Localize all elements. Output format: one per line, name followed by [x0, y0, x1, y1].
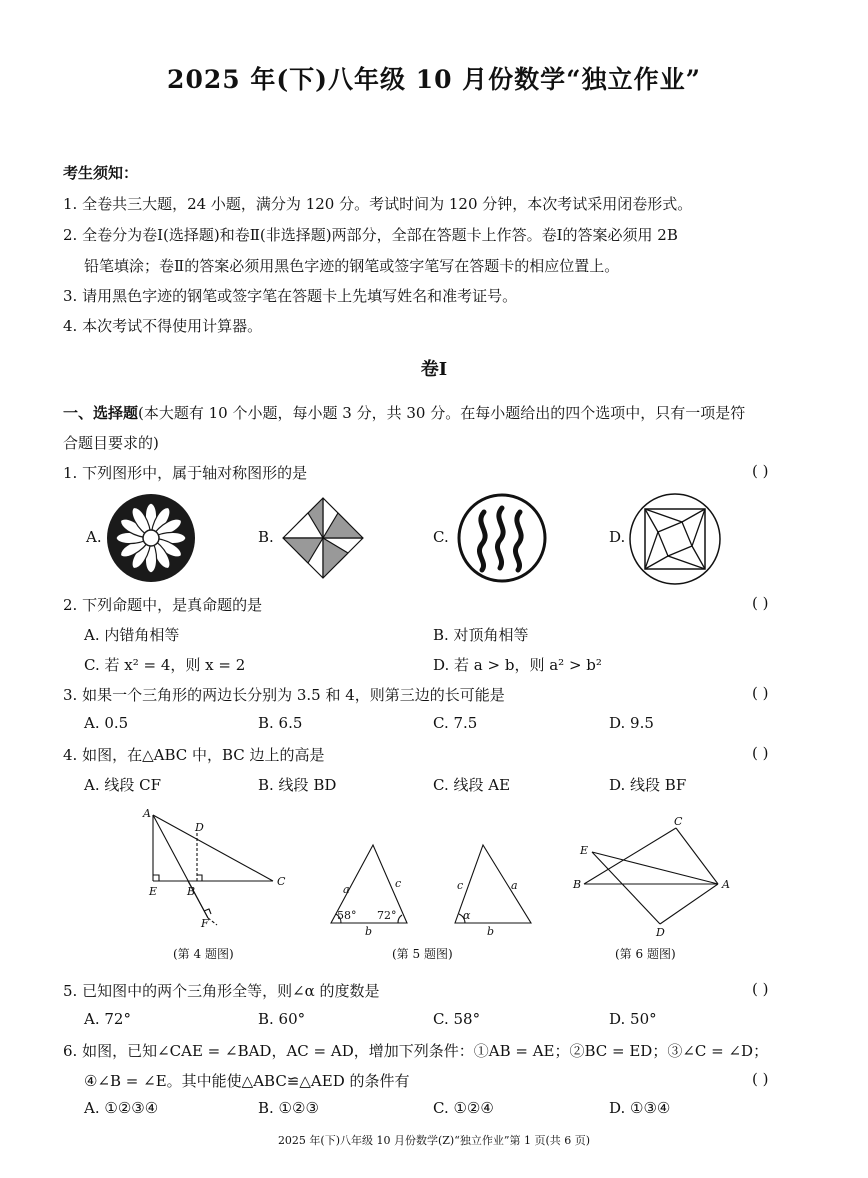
q3-option-d: D. 9.5 [609, 714, 654, 732]
fig5-angle-alpha: α [463, 909, 471, 922]
q6-option-a: A. ①②③④ [84, 1099, 159, 1117]
q3-option-c: C. 7.5 [433, 714, 478, 732]
q6-option-c: C. ①②④ [433, 1099, 494, 1117]
q1-answer-bracket: ( ) [752, 462, 769, 480]
notice-item-1: 1. 全卷共三大题，24 小题，满分为 120 分。考试时间为 120 分钟，本次考试采用闭卷形式。 [63, 195, 693, 213]
q4-option-b: B. 线段 BD [258, 776, 337, 794]
figure-6-triangles-abc-aed [570, 812, 745, 942]
fig6-point-e: E [580, 844, 589, 857]
fig5-side-a-left: a [343, 883, 350, 896]
fig6-point-a: A [722, 878, 730, 891]
q2-answer-bracket: ( ) [752, 594, 769, 612]
q5-answer-bracket: ( ) [752, 980, 769, 998]
q6-stem-line-1: 6. 如图，已知∠CAE = ∠BAD，AC = AD，增加下列条件：①AB = AE；②BC = ED；③∠C = ∠D； [63, 1042, 769, 1060]
page-title: 2025 年(下)八年级 10 月份数学“独立作业” [167, 65, 701, 94]
q5-option-d: D. 50° [609, 1010, 657, 1028]
q3-option-b: B. 6.5 [258, 714, 303, 732]
q2-option-a: A. 内错角相等 [84, 626, 180, 644]
notice-item-2-cont: 铅笔填涂；卷Ⅱ的答案必须用黑色字迹的钢笔或签字笔写在答题卡的相应位置上。 [84, 257, 620, 275]
notice-item-4: 4. 本次考试不得使用计算器。 [63, 317, 263, 335]
q5-stem: 5. 已知图中的两个三角形全等，则∠α 的度数是 [63, 982, 380, 1000]
section-title: 卷Ⅰ [420, 359, 448, 380]
fig4-point-b: B [187, 885, 196, 898]
figure-5-caption: (第 5 题图) [392, 947, 453, 961]
q1-label-c: C. [433, 528, 449, 546]
q1-label-d: D. [609, 528, 626, 546]
part1-heading: 一、选择题 [63, 404, 139, 422]
q6-answer-bracket: ( ) [752, 1070, 769, 1088]
figure-5-congruent-triangles [325, 835, 540, 940]
fig4-point-e: E [149, 885, 158, 898]
notice-item-2: 2. 全卷分为卷Ⅰ(选择题)和卷Ⅱ(非选择题)两部分，全部在答题卡上作答。卷Ⅰ的答案必须用 2B [63, 226, 678, 244]
fig4-point-f: F [201, 917, 209, 930]
figure-4-caption: (第 4 题图) [173, 947, 234, 961]
q1-label-a: A. [86, 528, 102, 546]
q3-option-a: A. 0.5 [84, 714, 129, 732]
figure-6-caption: (第 6 题图) [615, 947, 676, 961]
fig6-point-b: B [573, 878, 582, 891]
fig5-angle-58: 58° [337, 909, 357, 922]
q4-option-a: A. 线段 CF [84, 776, 162, 794]
q6-option-b: B. ①②③ [258, 1099, 319, 1117]
fig4-point-c: C [277, 875, 286, 888]
fig5-side-c-right: c [457, 879, 464, 892]
q2-option-b: B. 对顶角相等 [433, 626, 529, 644]
fig6-point-d: D [656, 926, 665, 939]
q2-option-c: C. 若 x² = 4，则 x = 2 [84, 656, 246, 674]
q5-option-b: B. 60° [258, 1010, 306, 1028]
figure-4-triangle-heights [135, 805, 295, 935]
q1-stem: 1. 下列图形中，属于轴对称图形的是 [63, 464, 308, 482]
q2-stem: 2. 下列命题中，是真命题的是 [63, 596, 263, 614]
q6-option-d: D. ①③④ [609, 1099, 671, 1117]
fig5-side-b-left: b [365, 925, 373, 938]
fig5-angle-72: 72° [377, 909, 397, 922]
notice-item-3: 3. 请用黑色字迹的钢笔或签字笔在答题卡上先填写姓名和准考证号。 [63, 287, 518, 305]
part1-desc-2: 合题目要求的) [63, 434, 159, 452]
fig4-point-d: D [195, 821, 204, 834]
fig5-side-a-right: a [511, 879, 518, 892]
q3-answer-bracket: ( ) [752, 684, 769, 702]
fig6-point-c: C [674, 815, 683, 828]
fig5-side-c-left: c [395, 877, 402, 890]
page-footer: 2025 年(下)八年级 10 月份数学(Z)“独立作业”第 1 页(共 6 页) [277, 1134, 591, 1147]
q6-stem-line-2: ④∠B = ∠E。其中能使△ABC≌△AED 的条件有 [84, 1072, 410, 1090]
q4-option-d: D. 线段 BF [609, 776, 687, 794]
q5-option-c: C. 58° [433, 1010, 481, 1028]
q5-option-a: A. 72° [84, 1010, 131, 1028]
fig4-point-a: A [143, 807, 151, 820]
q4-option-c: C. 线段 AE [433, 776, 511, 794]
q4-stem: 4. 如图，在△ABC 中，BC 边上的高是 [63, 746, 325, 764]
q2-option-d: D. 若 a > b，则 a² > b² [433, 656, 602, 674]
part1-intro [63, 402, 745, 423]
notice-heading: 考生须知： [63, 164, 139, 182]
part1-desc-1: (本大题有 10 个小题，每小题 3 分，共 30 分。在每小题给出的四个选项中，只有一项是符 [138, 404, 746, 422]
q1-figure-a-circle-petals [106, 493, 196, 583]
q3-stem: 3. 如果一个三角形的两边长分别为 3.5 和 4，则第三边的长可能是 [63, 686, 505, 704]
fig5-side-b-right: b [487, 925, 495, 938]
q1-figure-d-square-in-circle [628, 492, 722, 586]
q1-figure-c-wavy-lines [456, 492, 548, 584]
q1-figure-b-pinwheel [280, 495, 366, 581]
q1-label-b: B. [258, 528, 274, 546]
q4-answer-bracket: ( ) [752, 744, 769, 762]
